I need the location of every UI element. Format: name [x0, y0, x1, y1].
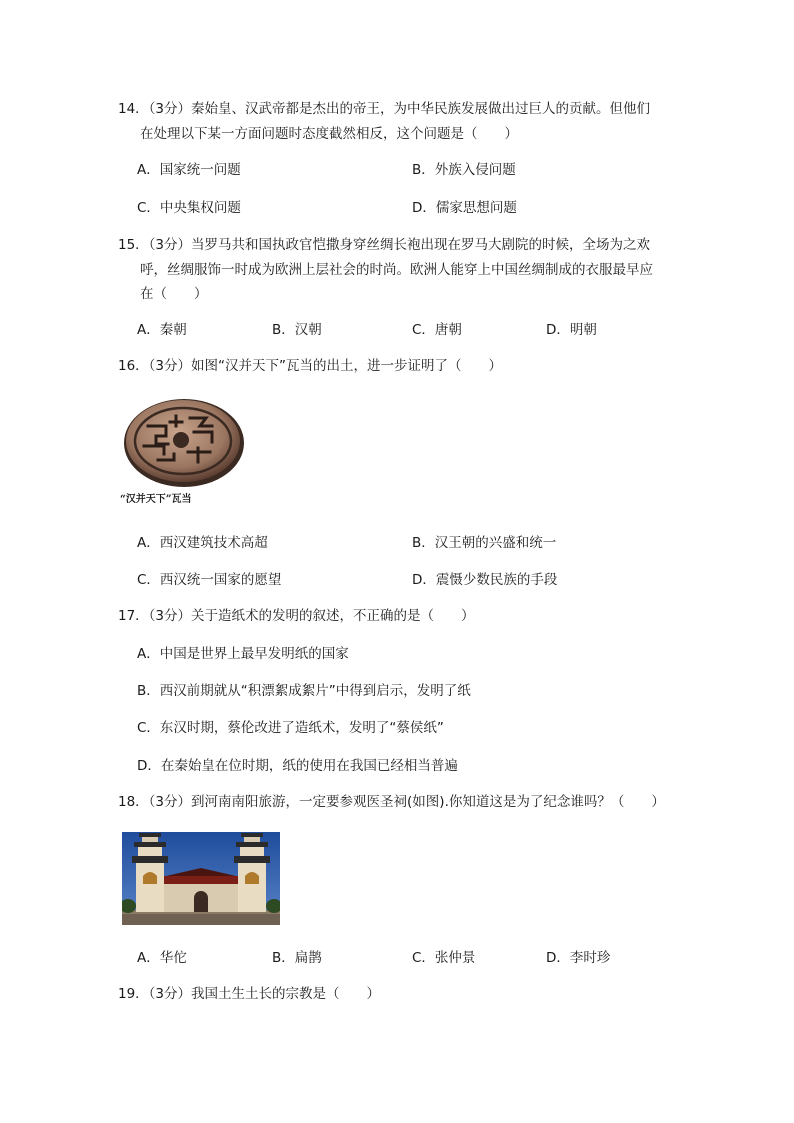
q15-option-c[interactable]: C．唐朝 [412, 322, 462, 338]
question-19 [118, 982, 688, 1007]
q16-option-d[interactable]: D．震慑少数民族的手段 [412, 572, 558, 588]
q17-option-a[interactable]: A．中国是世界上最早发明纸的国家 [137, 646, 349, 662]
svg-text:“汉并天下”瓦当: “汉并天下”瓦当 [120, 494, 192, 505]
q17-option-b[interactable]: B．西汉前期就从“积漂絮成絮片”中得到启示，发明了纸 [137, 683, 471, 699]
q17-option-c[interactable]: C．东汉时期，蔡伦改进了造纸术，发明了“蔡侯纸” [137, 720, 444, 736]
q18-option-a[interactable]: A．华佗 [137, 950, 187, 966]
question-17-line1: 17．（3分）关于造纸术的发明的叙述，不正确的是（ ） [118, 608, 475, 624]
question-15-line2: 呼，丝绸服饰一时成为欧洲上层社会的时尚。欧洲人能穿上中国丝绸制成的衣服最早应 [140, 261, 653, 278]
question-19-line1: 19．（3分）我国土生土长的宗教是（ ） [118, 986, 381, 1002]
q16-option-a[interactable]: A．西汉建筑技术高超 [137, 535, 268, 551]
q18-option-c[interactable]: C．张仲景 [412, 950, 476, 966]
question-15-line3: 在（ ） [140, 286, 208, 302]
q16-option-c[interactable]: C．西汉统一国家的愿望 [137, 572, 282, 588]
question-14-line1: 14．（3分）秦始皇、汉武帝都是杰出的帝王，为中华民族发展做出过巨人的贡献。但他们 [118, 101, 651, 117]
q17-option-d[interactable]: D．在秦始皇在位时期，纸的使用在我国已经相当普遍 [137, 758, 458, 774]
question-15 [118, 233, 688, 307]
question-16 [118, 354, 688, 379]
question-15-line1: 15．（3分）当罗马共和国执政官恺撒身穿丝绸长袍出现在罗马大剧院的时候，全场为之欢 [118, 237, 651, 253]
yishengci-temple-image [122, 832, 280, 925]
question-16-line1: 16．（3分）如图“汉并天下”瓦当的出土，进一步证明了（ ） [118, 358, 503, 374]
roof-tile-caption [120, 492, 192, 505]
q14-option-a[interactable]: A．国家统一问题 [137, 162, 241, 178]
q15-option-d[interactable]: D．明朝 [546, 322, 597, 338]
q15-option-b[interactable]: B．汉朝 [272, 322, 322, 338]
roof-tile-image [118, 396, 248, 508]
question-14-line2: 在处理以下某一方面问题时态度截然相反，这个问题是（ ） [140, 125, 518, 142]
question-14 [118, 97, 688, 146]
q14-option-b[interactable]: B．外族入侵问题 [412, 162, 516, 178]
q14-option-d[interactable]: D．儒家思想问题 [412, 200, 517, 216]
question-18 [118, 790, 688, 815]
q18-option-b[interactable]: B．扁鹊 [272, 950, 322, 966]
question-17 [118, 604, 688, 629]
q15-option-a[interactable]: A．秦朝 [137, 322, 187, 338]
q16-option-b[interactable]: B．汉王朝的兴盛和统一 [412, 535, 557, 551]
q14-option-c[interactable]: C．中央集权问题 [137, 200, 241, 216]
question-18-line1: 18．（3分）到河南南阳旅游，一定要参观医圣祠(如图).你知道这是为了纪念谁吗？（ ） [118, 794, 665, 810]
q18-option-d[interactable]: D．李时珍 [546, 950, 611, 966]
